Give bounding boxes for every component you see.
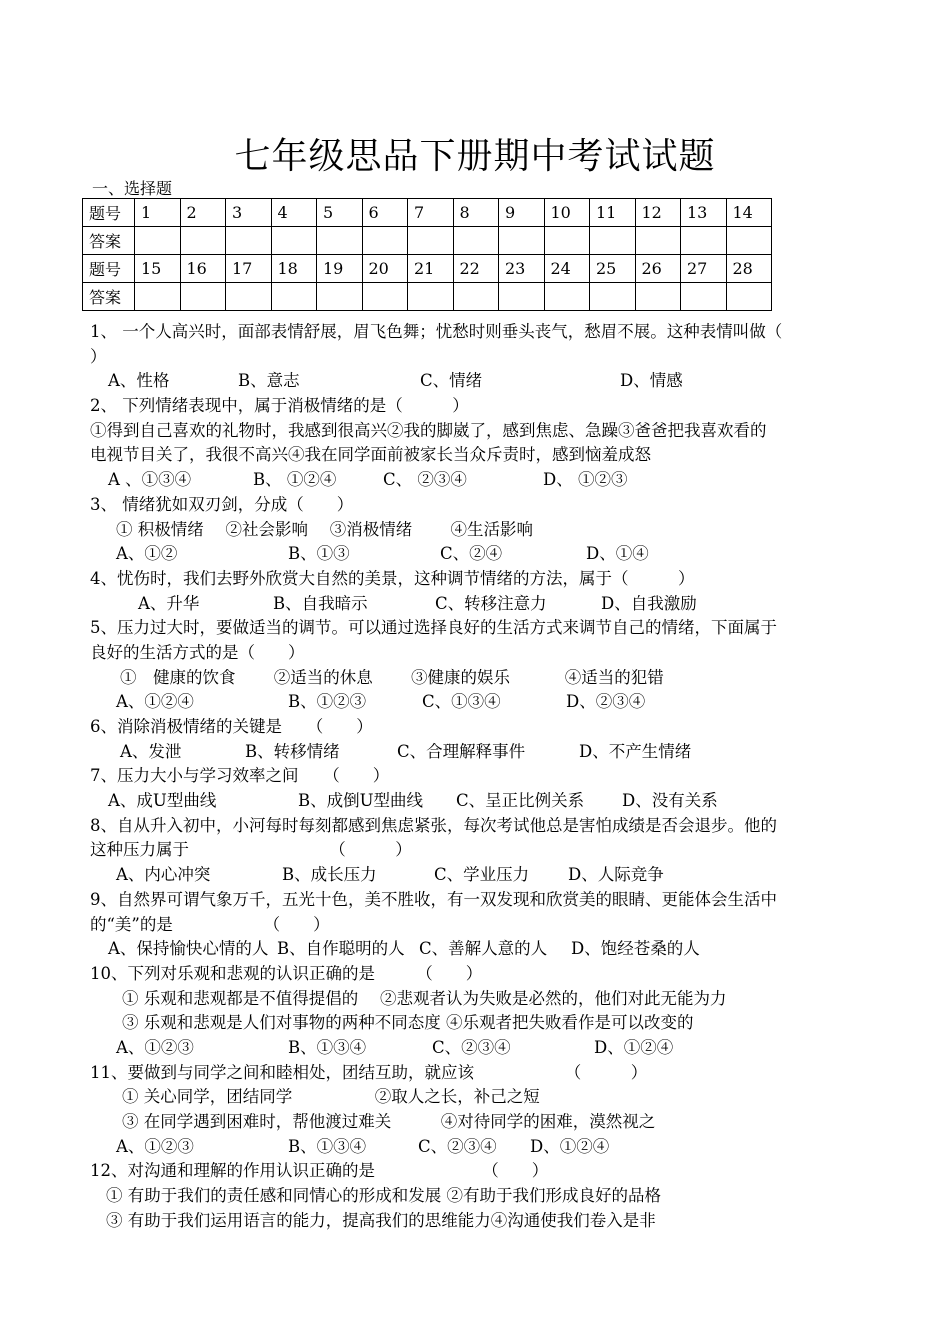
answer-table <box>82 198 772 311</box>
option-c[interactable]: C、合理解释事件 <box>397 741 526 761</box>
answer-cell[interactable] <box>408 283 454 311</box>
answer-options <box>90 740 870 765</box>
question-number-cell: 17 <box>226 255 272 283</box>
answer-cell[interactable] <box>135 283 181 311</box>
answer-cell[interactable] <box>544 283 590 311</box>
option-d[interactable]: D、自我激励 <box>601 593 697 613</box>
question-text-line: ① 关心同学，团结同学 ②取人之长，补己之短 <box>122 1087 540 1107</box>
question-text-line: 这种压力属于 （ ） <box>90 840 412 860</box>
question-text-line: ③ 在同学遇到困难时，帮他渡过难关 ④对待同学的困难，漠然视之 <box>122 1112 656 1131</box>
option-a[interactable]: A、保持愉快心情的人 <box>108 939 269 959</box>
option-d[interactable]: D、饱经苍桑的人 <box>571 939 700 959</box>
answer-cell[interactable] <box>135 227 181 255</box>
answer-cell[interactable] <box>544 227 590 255</box>
answer-cell[interactable] <box>635 227 681 255</box>
answer-cell[interactable] <box>635 283 681 311</box>
question-text-line: ① 有助于我们的责任感和同情心的形成和发展 ②有助于我们形成良好的品格 <box>106 1186 661 1206</box>
answer-cell[interactable] <box>499 227 545 255</box>
question-text-line: 电视节目关了，我很不高兴④我在同学面前被家长当众斥责时，感到恼羞成怒 <box>90 445 651 465</box>
question-number-cell: 18 <box>271 255 317 283</box>
answer-cell[interactable] <box>726 283 772 311</box>
question-text-line: 的“美”的是 （ ） <box>90 914 330 934</box>
option-b[interactable]: B、 ①②④ <box>253 470 337 490</box>
option-d[interactable]: D、②③④ <box>566 692 646 712</box>
option-a[interactable]: A 、①③④ <box>108 470 192 490</box>
option-c[interactable]: C、学业压力 <box>434 865 530 885</box>
option-d[interactable]: D、①②④ <box>594 1037 674 1057</box>
option-d[interactable]: D、 ①②③ <box>543 470 628 490</box>
answer-cell[interactable] <box>317 283 363 311</box>
question-number-cell: 25 <box>590 255 636 283</box>
answer-cell[interactable] <box>226 227 272 255</box>
answer-cell[interactable] <box>499 283 545 311</box>
question-number-cell: 19 <box>317 255 363 283</box>
question-number-cell: 7 <box>408 199 454 227</box>
question-number-cell: 26 <box>635 255 681 283</box>
question-stem: 3、 情绪犹如双刃剑，分成（ ） <box>90 494 354 514</box>
answer-cell[interactable] <box>590 227 636 255</box>
question-stem: 7、压力大小与学习效率之间 （ ） <box>90 766 390 786</box>
option-a[interactable]: A、①②③ <box>116 1037 194 1057</box>
row-label-number: 题号 <box>83 255 135 283</box>
number-row-2 <box>83 255 772 283</box>
question-number-cell: 15 <box>135 255 181 283</box>
option-b[interactable]: B、①③④ <box>288 1037 367 1057</box>
question-text-line: ③ 有助于我们运用语言的能力，提高我们的思维能力④沟通使我们卷入是非 <box>106 1210 656 1230</box>
question-stem: 10、下列对乐观和悲观的认识正确的是 （ ） <box>90 963 483 983</box>
question-number-cell: 14 <box>726 199 772 227</box>
option-c[interactable]: C、 ②③④ <box>383 470 467 490</box>
option-b[interactable]: B、①③ <box>288 544 350 564</box>
option-d[interactable]: D、情感 <box>620 371 683 391</box>
question-number-cell: 1 <box>135 199 181 227</box>
row-label-number: 题号 <box>83 199 135 227</box>
answer-row-2 <box>83 283 772 311</box>
option-d[interactable]: D、不产生情绪 <box>579 741 692 761</box>
answer-cell[interactable] <box>317 227 363 255</box>
question-list <box>90 320 870 1233</box>
answer-cell[interactable] <box>453 283 499 311</box>
option-b[interactable]: B、①③④ <box>288 1136 367 1156</box>
answer-cell[interactable] <box>226 283 272 311</box>
question-number-cell: 22 <box>453 255 499 283</box>
option-b[interactable]: B、自作聪明的人 <box>277 939 405 959</box>
question-number-cell: 11 <box>590 199 636 227</box>
answer-options <box>90 369 870 394</box>
number-row-1 <box>83 199 772 227</box>
question-stem: 4、忧伤时，我们去野外欣赏大自然的美景，这种调节情绪的方法，属于（ ） <box>90 568 695 588</box>
option-b[interactable]: B、意志 <box>238 371 300 391</box>
answer-options <box>90 937 870 962</box>
question-number-cell: 6 <box>362 199 408 227</box>
answer-cell[interactable] <box>180 227 226 255</box>
question-stem: 12、对沟通和理解的作用认识正确的是 （ ） <box>90 1161 549 1181</box>
answer-options <box>90 542 870 567</box>
option-a[interactable]: A、内心冲突 <box>116 865 211 885</box>
answer-cell[interactable] <box>362 283 408 311</box>
option-b[interactable]: B、①②③ <box>288 692 367 712</box>
question-stem: 9、自然界可谓气象万千，五光十色，美不胜收，有一双发现和欣赏美的眼睛、更能体会生活中 <box>90 889 777 909</box>
answer-options <box>90 789 870 814</box>
question-number-cell: 27 <box>681 255 727 283</box>
answer-cell[interactable] <box>408 227 454 255</box>
option-a[interactable]: A、①②③ <box>116 1136 194 1156</box>
answer-cell[interactable] <box>681 227 727 255</box>
question-text-line: ① 积极情绪 ②社会影响 ③消极情绪 ④生活影响 <box>116 519 533 539</box>
option-c[interactable]: C、②④ <box>440 544 503 564</box>
answer-cell[interactable] <box>453 227 499 255</box>
answer-options <box>90 1135 870 1160</box>
answer-options <box>90 1036 870 1061</box>
option-d[interactable]: D、①②④ <box>530 1136 610 1156</box>
answer-cell[interactable] <box>271 227 317 255</box>
question-text-line: ① 乐观和悲观都是不值得提倡的 ②悲观者认为失败是必然的，他们对此无能为力 <box>122 988 727 1008</box>
option-c[interactable]: C、①③④ <box>422 692 501 712</box>
question-text-line: 良好的生活方式的是（ ） <box>90 642 305 662</box>
option-b[interactable]: B、自我暗示 <box>273 593 368 613</box>
question-text-line: ③ 乐观和悲观是人们对事物的两种不同态度 ④乐观者把失败看作是可以改变的 <box>122 1013 694 1033</box>
option-c[interactable]: C、善解人意的人 <box>419 939 548 959</box>
question-stem: 11、要做到与同学之间和睦相处，团结互助，就应该 （ ） <box>90 1062 648 1082</box>
question-number-cell: 21 <box>408 255 454 283</box>
option-a[interactable]: A、性格 <box>108 371 170 391</box>
question-number-cell: 23 <box>499 255 545 283</box>
answer-cell[interactable] <box>271 283 317 311</box>
question-number-cell: 28 <box>726 255 772 283</box>
question-number-cell: 24 <box>544 255 590 283</box>
question-stem: 5、压力过大时，要做适当的调节。可以通过选择良好的生活方式来调节自己的情绪，下面属于 <box>90 618 777 638</box>
question-number-cell: 8 <box>453 199 499 227</box>
row-label-answer: 答案 <box>83 227 135 255</box>
answer-cell[interactable] <box>590 283 636 311</box>
option-a[interactable]: A、发泄 <box>120 741 182 761</box>
question-stem: 6、消除消极情绪的关键是 （ ） <box>90 717 373 736</box>
exam-title: 七年级思品下册期中考试试题 <box>234 136 716 177</box>
row-label-answer: 答案 <box>83 283 135 311</box>
option-d[interactable]: D、人际竞争 <box>568 865 664 885</box>
option-b[interactable]: B、成长压力 <box>282 865 377 885</box>
question-number-cell: 10 <box>544 199 590 227</box>
option-c[interactable]: C、呈正比例关系 <box>456 791 585 811</box>
question-number-cell: 3 <box>226 199 272 227</box>
question-number-cell: 16 <box>180 255 226 283</box>
question-stem: 8、自从升入初中，小河每时每刻都感到焦虑紧张，每次考试他总是害怕成绩是否会退步。他的 <box>90 815 777 835</box>
question-number-cell: 4 <box>271 199 317 227</box>
answer-cell[interactable] <box>681 283 727 311</box>
option-c[interactable]: C、②③④ <box>418 1136 497 1156</box>
option-a[interactable]: A、升华 <box>138 593 200 613</box>
option-b[interactable]: B、成倒U型曲线 <box>298 791 424 811</box>
answer-cell[interactable] <box>362 227 408 255</box>
question-stem: 1、 一个人高兴时，面部表情舒展，眉飞色舞；忧愁时则垂头丧气，愁眉不展。这种表情叫做（ <box>90 322 783 341</box>
question-number-cell: 13 <box>681 199 727 227</box>
answer-options <box>90 468 870 493</box>
question-stem: 2、 下列情绪表现中，属于消极情绪的是（ ） <box>90 396 469 416</box>
answer-row-1 <box>83 227 772 255</box>
question-text-line: ） <box>90 346 107 366</box>
answer-options <box>90 863 870 888</box>
question-text-line: ①得到自己喜欢的礼物时，我感到很高兴②我的脚崴了，感到焦虑、急躁③爸爸把我喜欢看的 <box>90 420 767 440</box>
answer-options <box>90 592 870 617</box>
option-a[interactable]: A、①②④ <box>116 692 194 712</box>
question-number-cell: 20 <box>362 255 408 283</box>
section-heading: 一、选择题 <box>92 179 173 198</box>
option-c[interactable]: C、②③④ <box>432 1037 511 1057</box>
option-a[interactable]: A、①② <box>116 544 178 564</box>
question-number-cell: 12 <box>635 199 681 227</box>
answer-cell[interactable] <box>180 283 226 311</box>
question-number-cell: 5 <box>317 199 363 227</box>
question-text-line: ① 健康的饮食 ②适当的休息 ③健康的娱乐 ④适当的犯错 <box>120 667 664 687</box>
option-d[interactable]: D、①④ <box>586 544 649 564</box>
option-b[interactable]: B、转移情绪 <box>245 741 340 761</box>
answer-cell[interactable] <box>726 227 772 255</box>
option-d[interactable]: D、没有关系 <box>622 791 718 811</box>
option-a[interactable]: A、成U型曲线 <box>108 791 217 811</box>
option-c[interactable]: C、转移注意力 <box>435 593 547 613</box>
question-number-cell: 2 <box>180 199 226 227</box>
option-c[interactable]: C、情绪 <box>420 371 483 391</box>
question-number-cell: 9 <box>499 199 545 227</box>
answer-options <box>90 690 870 715</box>
